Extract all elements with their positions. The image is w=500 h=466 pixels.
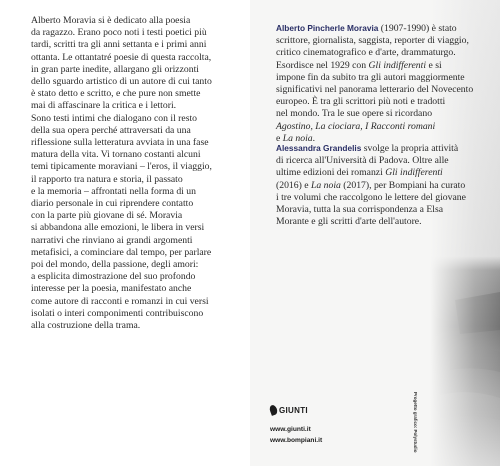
graphic-design-credit: Progetto grafico: Polystudio	[413, 392, 418, 453]
moravia-dates: (1907-1990) è stato	[378, 23, 457, 34]
flap-description: Alberto Moravia si è dedicato alla poesia da ragazzo. Erano poco noti i testi poetici più tardi, scritti tra gli anni settanta e i primi anni ottanta. Le ottantatré poesie di questa raccolta, in gran parte inedite, allargano gli orizzonti dello sguardo artistico di un autore di cui tanto è stato detto e scritto, e che pure non smette mai di affascinare la critica e i lettori. Sono testi intimi che dialogano con il resto della sua opera perché attraversati da una riflessione sulla letteratura avviata in una fase matura della vita. Vi tornano costanti alcuni temi tipicamente moraviani – l'eros, il viaggio, il rapporto tra natura e storia, il passato e la memoria – affrontati nella forma di un diario personale in cui riprendere contatto con la parte più giovane di sé. Moravia si abbandona alle emozioni, le libera in versi narrativi che rinviano ai grandi argomenti metafisici, a cominciare dal tempo, per parlare poi del mondo, della passione, degli amori: a esplicita dimostrazione del suo profondo interesse per la poesia, manifestato anche come autore di racconti e romanzi in cui versi isolati o interi componimenti contribuiscono alla costruzione della trama.	[31, 15, 212, 332]
giunti-logo	[270, 404, 308, 416]
moravia-bio	[276, 22, 486, 145]
right-flap	[250, 0, 500, 466]
grandelis-book-title-1: Gli indifferenti	[385, 167, 443, 179]
giunti-logo-icon	[269, 404, 279, 416]
moravia-bio-text-1: scrittore, giornalista, saggista, reporter di viaggio, critico cinematografico e d'arte, drammaturgo. Esordisce nel 1929 con	[276, 35, 469, 71]
giunti-logo-text: GIUNTI	[279, 405, 308, 415]
author-name-grandelis: Alessandra Grandelis	[276, 143, 362, 153]
moravia-book-title-3: La noia	[282, 132, 313, 144]
author-name-moravia: Alberto Pincherle Moravia	[276, 23, 379, 33]
moravia-book-title-1: Gli indifferenti	[368, 59, 427, 71]
grandelis-bio-text-2: (2016) e	[276, 179, 309, 191]
bompiani-website-link[interactable]: www.bompiani.it	[270, 437, 323, 444]
giunti-website-link[interactable]: www.giunti.it	[270, 426, 311, 433]
moravia-book-titles-2: Agostino, La ciociara, I Racconti romani	[276, 120, 436, 132]
moravia-bio-text-4: .	[312, 132, 316, 144]
grandelis-bio-text-3: (2017), per Bompiani ha curato i tre volumi che raccolgono le lettere del giovane Moravia, tutta la sua corrispondenza a Elsa Morante e gli scritti d'arte dell'autore.	[276, 179, 466, 228]
moravia-bio-text-3: e	[276, 132, 281, 144]
grandelis-book-title-2: La noia	[310, 179, 341, 191]
grandelis-bio	[276, 142, 486, 228]
grandelis-bio-text-1: svolge la propria attività di ricerca all'Università di Padova. Oltre alle ultime edizioni dei romanzi	[276, 143, 459, 179]
moravia-bio-text-2: e si impone fin da subito tra gli autori maggiormente significativi nel panorama letterario del Novecento europeo. È tra gli scrittori più noti e tradotti nel mondo. Tra le sue opere si ricordano	[276, 59, 474, 120]
